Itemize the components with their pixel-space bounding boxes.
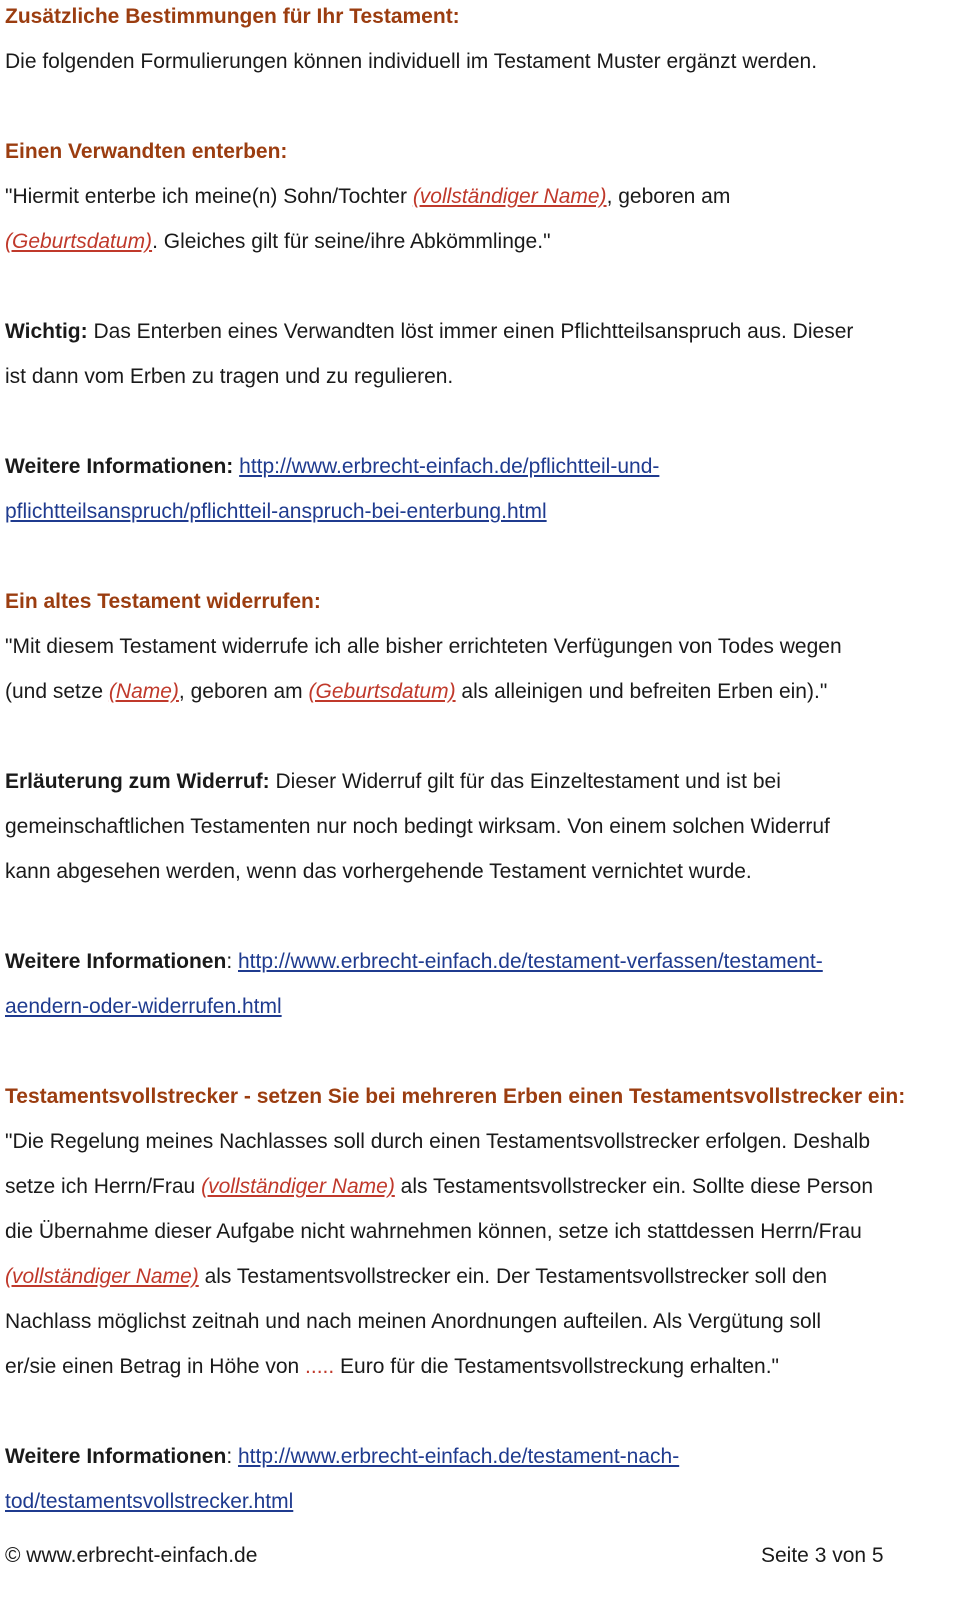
wichtig-label: Wichtig: (5, 320, 88, 343)
link-testament-aendern-line-1[interactable]: http://www.erbrecht-einfach.de/testament-verfassen/testament- (237, 950, 823, 973)
text-fragment: er/sie einen Betrag in Höhe von (5, 1355, 306, 1378)
placeholder-full-name: (vollständiger Name) (201, 1175, 395, 1198)
heading-enterben: Einen Verwandten enterben: (5, 140, 288, 163)
erlaeuterung-line-1 (5, 767, 781, 797)
placeholder-full-name: (vollständiger Name) (5, 1265, 199, 1288)
link-pflichtteil-line-2[interactable]: pflichtteilsanspruch/pflichtteil-anspruch-bei-enterbung.html (5, 500, 547, 523)
tv-text-line-1: "Die Regelung meines Nachlasses soll durch einen Testamentsvollstrecker erfolgen. Deshalb (5, 1130, 871, 1153)
link-testamentsvollstrecker-line-2[interactable]: tod/testamentsvollstrecker.html (5, 1490, 294, 1513)
erlaeuterung-line-3: kann abgesehen werden, wenn das vorhergehende Testament vernichtet wurde. (5, 860, 752, 883)
enterben-text-line-1 (5, 182, 730, 212)
text-fragment: als Testamentsvollstrecker ein. Sollte diese Person (394, 1175, 873, 1198)
footer-copyright: © www.erbrecht-einfach.de (5, 1544, 258, 1567)
placeholder-birthdate: (Geburtsdatum) (308, 680, 456, 703)
link-testamentsvollstrecker-line-1[interactable]: http://www.erbrecht-einfach.de/testament-nach- (237, 1445, 680, 1468)
footer-page-number: Seite 3 von 5 (761, 1544, 884, 1567)
link-pflichtteil-line-1[interactable]: http://www.erbrecht-einfach.de/pflichtteil-und- (239, 455, 660, 478)
text-fragment: . Gleiches gilt für seine/ihre Abkömmlinge." (152, 230, 551, 253)
heading-zusaetzliche-bestimmungen: Zusätzliche Bestimmungen für Ihr Testament: (5, 5, 460, 28)
text-fragment: als Testamentsvollstrecker ein. Der Testamentsvollstrecker soll den (198, 1265, 828, 1288)
heading-testamentsvollstrecker: Testamentsvollstrecker - setzen Sie bei mehreren Erben einen Testamentsvollstrecker ein: (5, 1085, 906, 1108)
link-testament-aendern-line-2[interactable]: aendern-oder-widerrufen.html (5, 995, 282, 1018)
info-label: Weitere Informationen (5, 950, 227, 973)
info-label: Weitere Informationen (5, 1445, 227, 1468)
placeholder-birthdate: (Geburtsdatum) (5, 230, 153, 253)
tv-text-line-3: die Übernahme dieser Aufgabe nicht wahrnehmen können, setze ich stattdessen Herrn/Frau (5, 1220, 862, 1243)
info-line-tv-2 (5, 1487, 293, 1517)
text-fragment: (und setze (5, 680, 109, 703)
widerruf-text-line-2 (5, 677, 827, 707)
wichtig-line-1 (5, 317, 853, 347)
text-fragment: setze ich Herrn/Frau (5, 1175, 202, 1198)
placeholder-name: (Name) (108, 680, 179, 703)
placeholder-full-name: (vollständiger Name) (412, 185, 607, 208)
text-fragment: Euro für die Testamentsvollstreckung erhalten." (334, 1355, 780, 1378)
wichtig-line-2: ist dann vom Erben zu tragen und zu regulieren. (5, 365, 454, 388)
erlaeuterung-label: Erläuterung zum Widerruf: (5, 770, 270, 793)
tv-text-line-6 (5, 1352, 779, 1382)
info-line-widerruf-2 (5, 992, 282, 1022)
tv-text-line-5: Nachlass möglichst zeitnah und nach meinen Anordnungen aufteilen. Als Vergütung soll (5, 1310, 822, 1333)
tv-text-line-2 (5, 1172, 873, 1202)
text-fragment: Das Enterben eines Verwandten löst immer einen Pflichtteilsanspruch aus. Dieser (87, 320, 854, 343)
text-fragment: , geboren am (178, 680, 309, 703)
info-line-enterben-2 (5, 497, 547, 527)
colon: : (226, 1445, 238, 1468)
info-line-widerruf (5, 947, 823, 977)
tv-text-line-4 (5, 1262, 827, 1292)
intro-text: Die folgenden Formulierungen können individuell im Testament Muster ergänzt werden. (5, 50, 818, 73)
text-fragment: als alleinigen und befreiten Erben ein)." (455, 680, 828, 703)
info-label: Weitere Informationen: (5, 455, 234, 478)
heading-widerrufen: Ein altes Testament widerrufen: (5, 590, 321, 613)
enterben-text-line-2 (5, 227, 551, 257)
info-line-tv (5, 1442, 679, 1472)
amount-placeholder-dots: ..... (305, 1355, 335, 1378)
erlaeuterung-line-2: gemeinschaftlichen Testamenten nur noch bedingt wirksam. Von einem solchen Widerruf (5, 815, 830, 838)
text-fragment: , geboren am (606, 185, 731, 208)
info-line-enterben (5, 452, 659, 482)
text-fragment: Dieser Widerruf gilt für das Einzeltestament und ist bei (269, 770, 781, 793)
text-fragment: "Hiermit enterbe ich meine(n) Sohn/Tochter (5, 185, 413, 208)
colon: : (226, 950, 238, 973)
widerruf-text-line-1: "Mit diesem Testament widerrufe ich alle bisher errichteten Verfügungen von Todes wegen (5, 635, 842, 658)
